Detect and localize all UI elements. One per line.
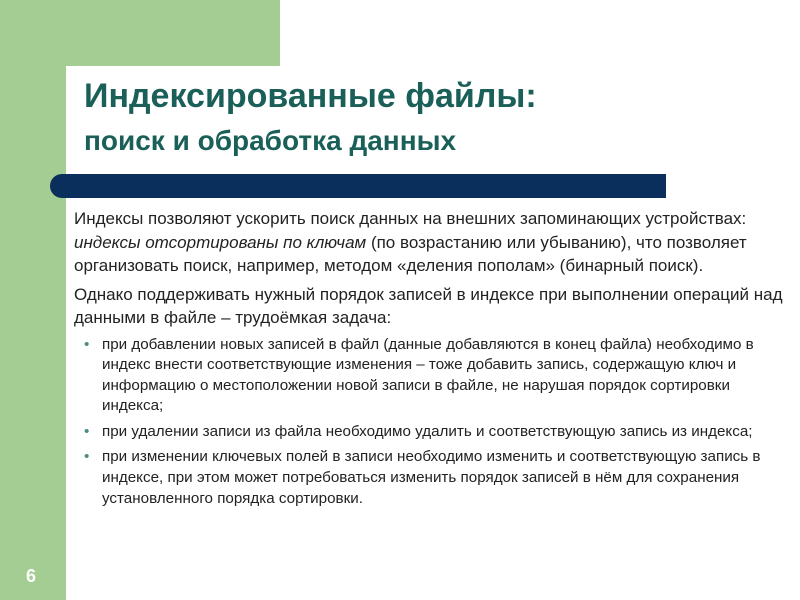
bullet-item-add: [74, 335, 784, 417]
bullet-item-change: [74, 447, 784, 509]
paragraph-1-text-a: Индексы позволяют ускорить поиск данных на внешних запоминающих устройствах:: [74, 209, 747, 228]
bullet-marker: •: [84, 335, 90, 353]
page-number: 6: [26, 566, 37, 586]
title-line-1: Индексированные файлы:: [84, 77, 537, 115]
title-line-2: поиск и обработка данных: [84, 125, 457, 156]
bullet-text: при удалении записи из файла необходимо удалить и соответствующую запись из индекса;: [102, 422, 753, 440]
bullet-marker: •: [84, 448, 90, 466]
title-divider-bar: [50, 174, 666, 198]
paragraph-1-italic: индексы отсортированы по ключам: [74, 232, 367, 252]
slide-content: [74, 207, 784, 514]
bullet-item-delete: [74, 422, 784, 443]
bullet-marker: •: [84, 422, 90, 440]
bullet-text: при изменении ключевых полей в записи необходимо изменить и соответствующую запись в индексе, при этом может потребоваться изменить порядок записей в нём для сохранения установленного порядка сортировки.: [102, 448, 761, 507]
bullet-list: [74, 335, 784, 510]
paragraph-indexes: [74, 207, 784, 278]
paragraph-order: Однако поддерживать нужный порядок записей в индексе при выполнении операций над данными в файле – трудоёмкая задача:: [74, 284, 783, 327]
paragraph-1-text-b: (по возрастанию или убыванию), что позволяет организовать поиск, например, методом «деления пополам» (бинарный поиск).: [74, 232, 747, 275]
left-decor-strip: [0, 0, 66, 600]
slide-title: [84, 72, 537, 162]
bullet-text: при добавлении новых записей в файл (данные добавляются в конец файла) необходимо в индекс внести соответствующие изменения – тоже добавить запись, содержащую ключ и информацию о местоположении новой записи в файле, не нарушая порядок сортировки индекса;: [102, 335, 754, 415]
